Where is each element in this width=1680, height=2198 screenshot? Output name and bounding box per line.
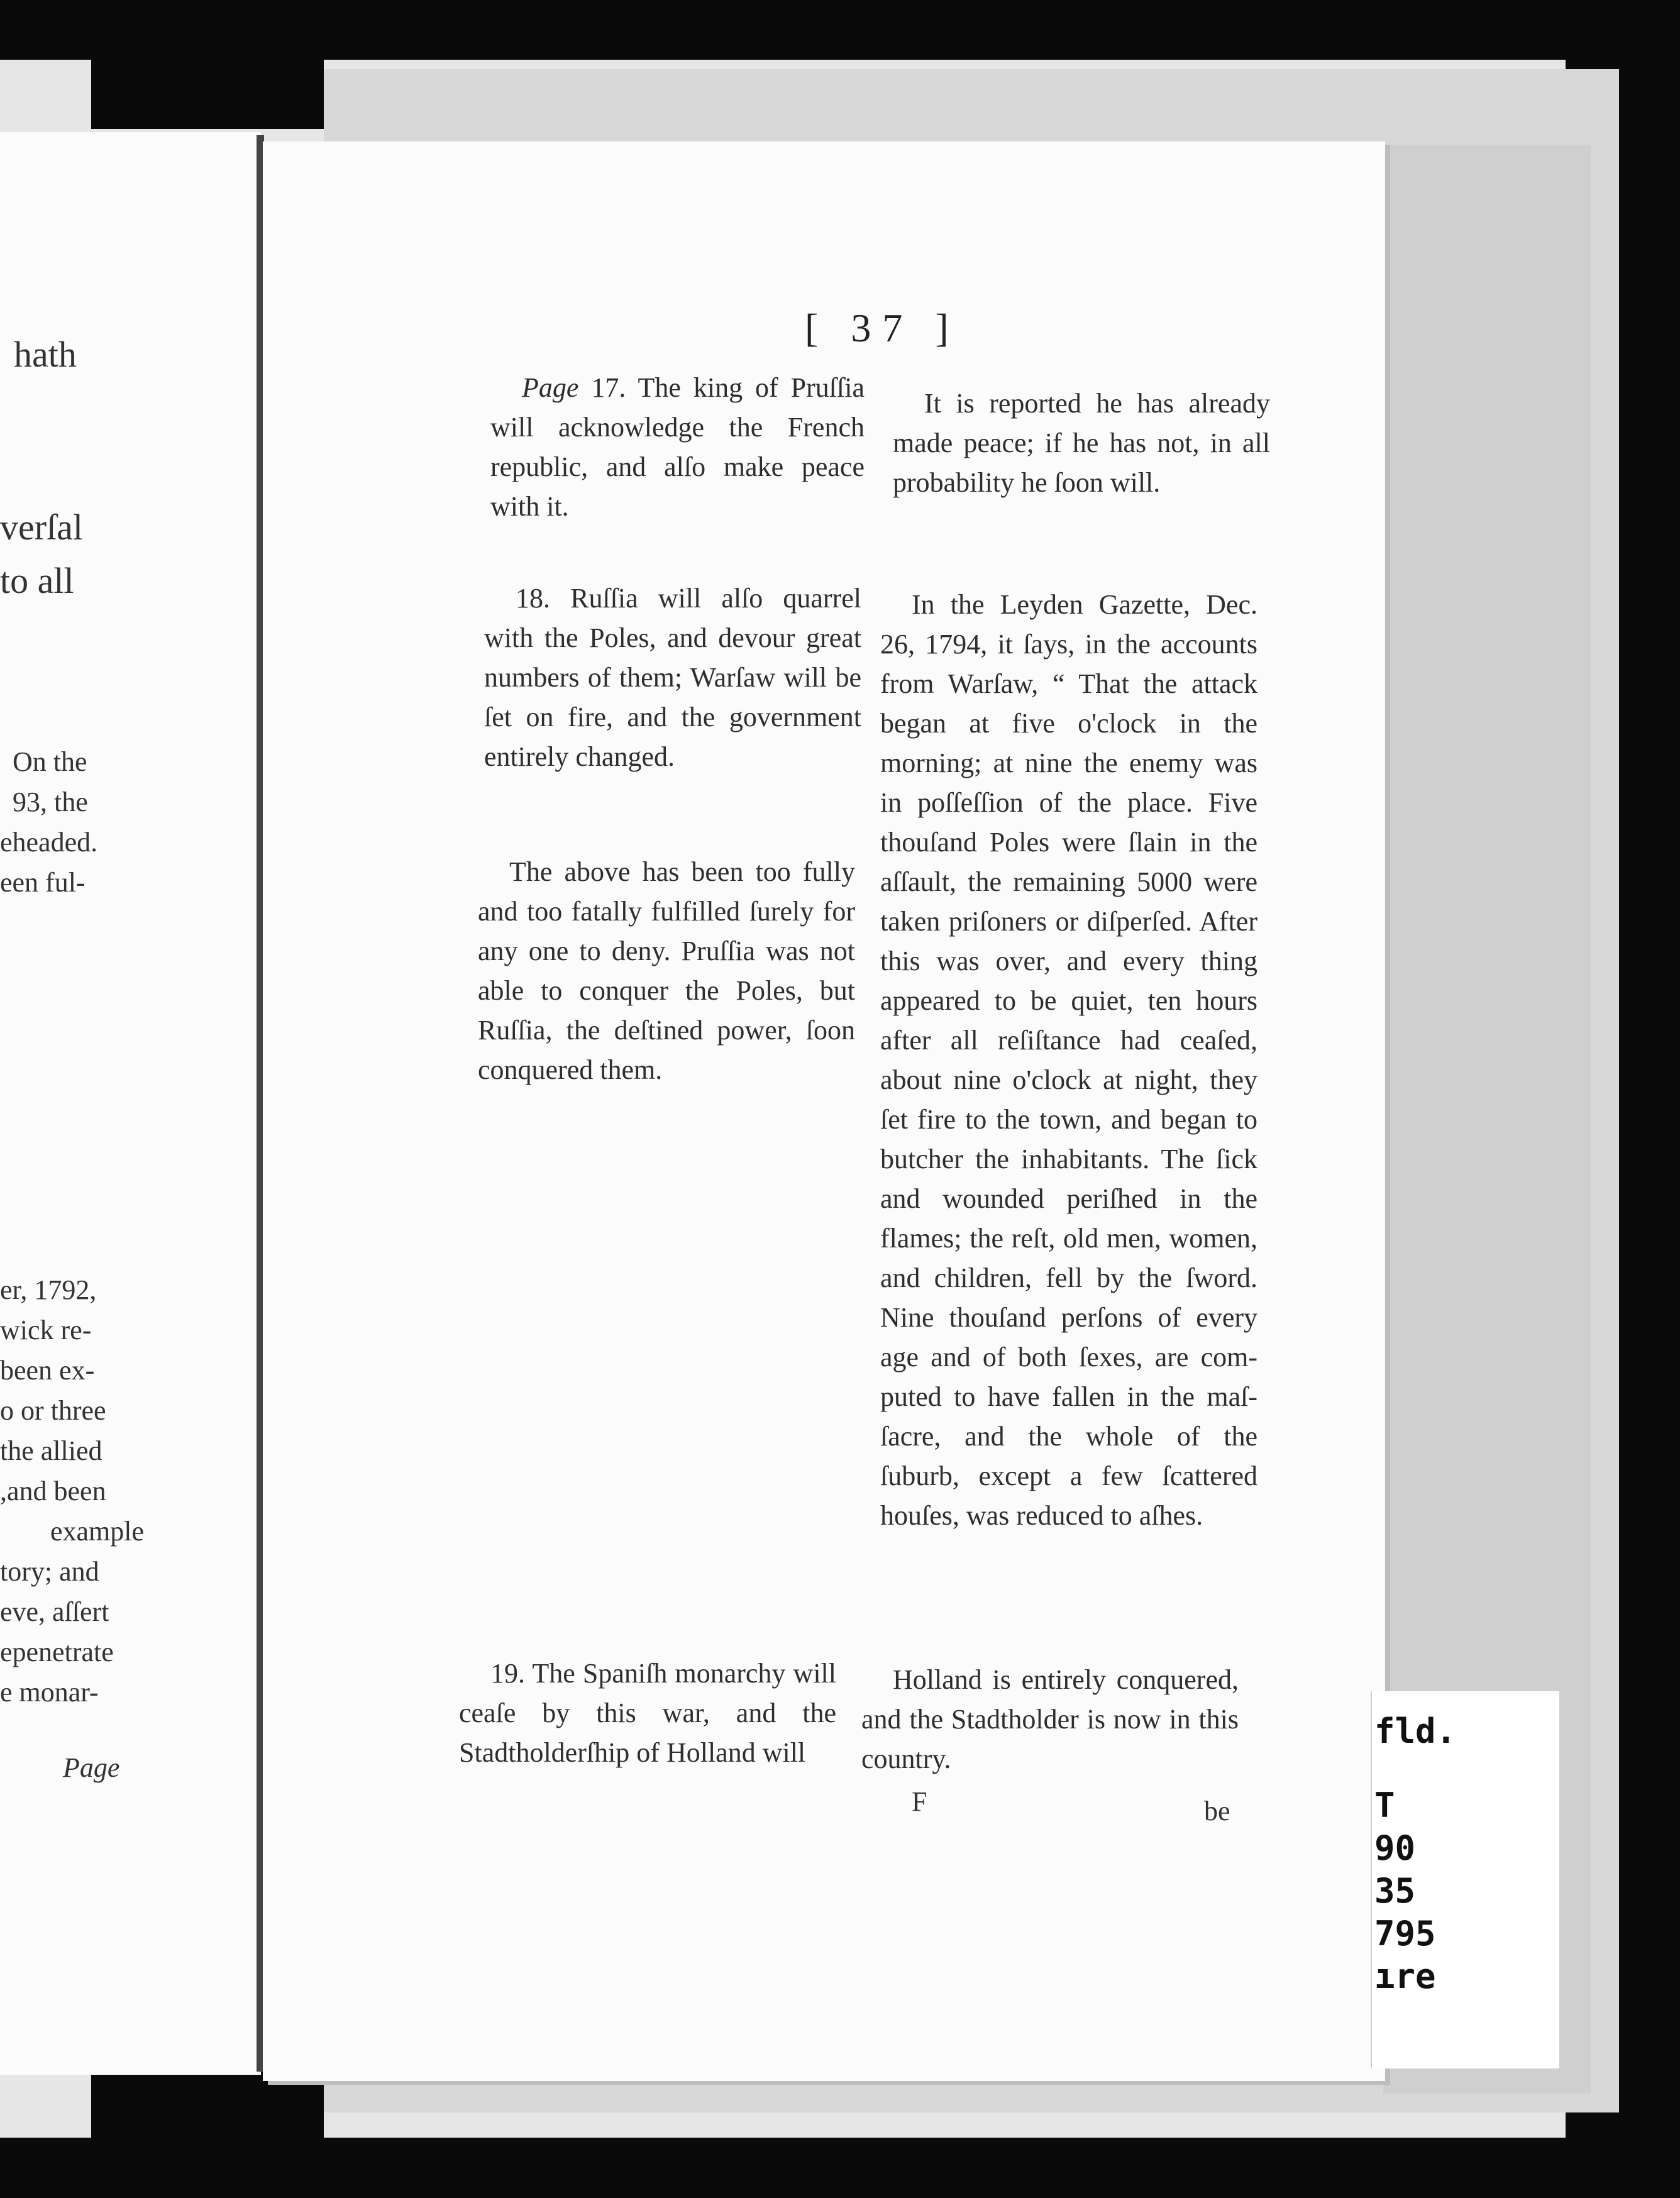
right-column-para-3 — [861, 1660, 1239, 1779]
left-page-fragment: been ex- — [0, 1355, 95, 1386]
page-catchword: be — [1204, 1796, 1230, 1826]
left-page-fragment: er, 1792, — [0, 1274, 97, 1305]
left-page-fragment: example — [50, 1516, 145, 1547]
leyden-gazette-text: In the Leyden Gazette, Dec. 26, 1794, it ſays, in the accounts from Warſaw, “ That the attack began at five o'clock in the morning; at nine the enemy was in poſſeſſion of the place. Five thouſand Poles were ſlain in the aſſault, the remaining 5000 were taken priſoners or diſperſed. After this was over, and every thing appeared to be quiet, ten hours after all reſiſtance had ceaſed, about nine o'clock at night, they ſet fire to the town, and began to butcher the inhabitants. The ſick and wounded periſhed in the flames; the reſt, old men, women, and children, fell by the ſword. Nine thouſand perſons of every age and of both ſexes, are computed to have fallen in the maſſacre, and the whole of the ſuburb, except a few ſcattered houſes, was reduced to aſhes. — [880, 589, 1257, 1531]
right-column-para-1 — [893, 384, 1270, 502]
gutter-black-band — [91, 60, 324, 129]
left-column-para-2 — [484, 578, 861, 776]
label-line: fld. — [1374, 1711, 1457, 1751]
left-column-para-1 — [490, 368, 865, 526]
right-column-para-2 — [880, 585, 1257, 1535]
left-page-fragment: eheaded. — [0, 827, 98, 858]
library-call-number-label — [1371, 1691, 1559, 2068]
left-page-fragment: hath — [14, 334, 77, 375]
left-page-fragment: e monar- — [0, 1677, 99, 1708]
label-line: ıre — [1374, 1957, 1436, 1996]
left-page-fragment: verſal — [0, 507, 84, 548]
prophecy-18-text: 18. Ruſſia will alſo quarrel with the Poles, and devour great numbers of them; Warſaw will be ſet on fire, and the government entirely changed. — [484, 583, 861, 772]
left-facing-page — [0, 132, 261, 2075]
holland-conquered-text: Holland is entirely conquered, and the Stadtholder is now in this country. — [861, 1664, 1239, 1774]
label-line: 90 — [1374, 1828, 1416, 1868]
left-page-catchword: Page — [63, 1752, 120, 1783]
left-page-fragment: tory; and — [0, 1556, 99, 1587]
page-number-header: [ 37 ] — [805, 306, 960, 350]
bottom-black-band — [0, 2138, 1680, 2198]
left-page-fragment: to all — [0, 560, 74, 601]
label-line: T — [1374, 1786, 1395, 1825]
label-line: 795 — [1374, 1914, 1436, 1953]
left-page-fragment: wick re- — [0, 1315, 92, 1345]
prussia-peace-text: It is reported he has already made peace; if he has not, in all probability he ſoon will. — [893, 388, 1270, 498]
left-page-fragment: the allied — [0, 1435, 102, 1466]
left-column-para-3 — [478, 852, 855, 1090]
fulfillment-text: The above has been too fully and too fatally fulfilled ſurely for any one to deny. Pruſſia was not able to conquer the Poles, but Ruſſia, the deſtined power, ſoon conquered them. — [478, 856, 855, 1085]
left-page-fragment: epenetrate — [0, 1637, 114, 1667]
prophecy-17-text: 17. The king of Pruſſia will acknowledge the French republic, and alſo make peace with it. — [490, 372, 865, 522]
label-line: 35 — [1374, 1871, 1416, 1911]
top-black-band — [0, 0, 1680, 60]
left-page-fragment: eve, aſſert — [0, 1596, 109, 1627]
left-page-fragment: ,and been — [0, 1476, 106, 1506]
prophecy-19-text: 19. The Spaniſh monarchy will ceaſe by this war, and the Stadtholderſhip of Holland will — [459, 1658, 836, 1768]
left-page-fragment: o or three — [0, 1395, 106, 1426]
signature-mark: F — [912, 1786, 927, 1817]
page-ref-italic: Page — [522, 372, 579, 403]
left-page-fragment: On the — [13, 746, 87, 777]
left-column-para-4 — [459, 1654, 836, 1772]
left-page-fragment: 93, the — [13, 787, 88, 817]
left-page-fragment: een ful- — [0, 867, 86, 898]
